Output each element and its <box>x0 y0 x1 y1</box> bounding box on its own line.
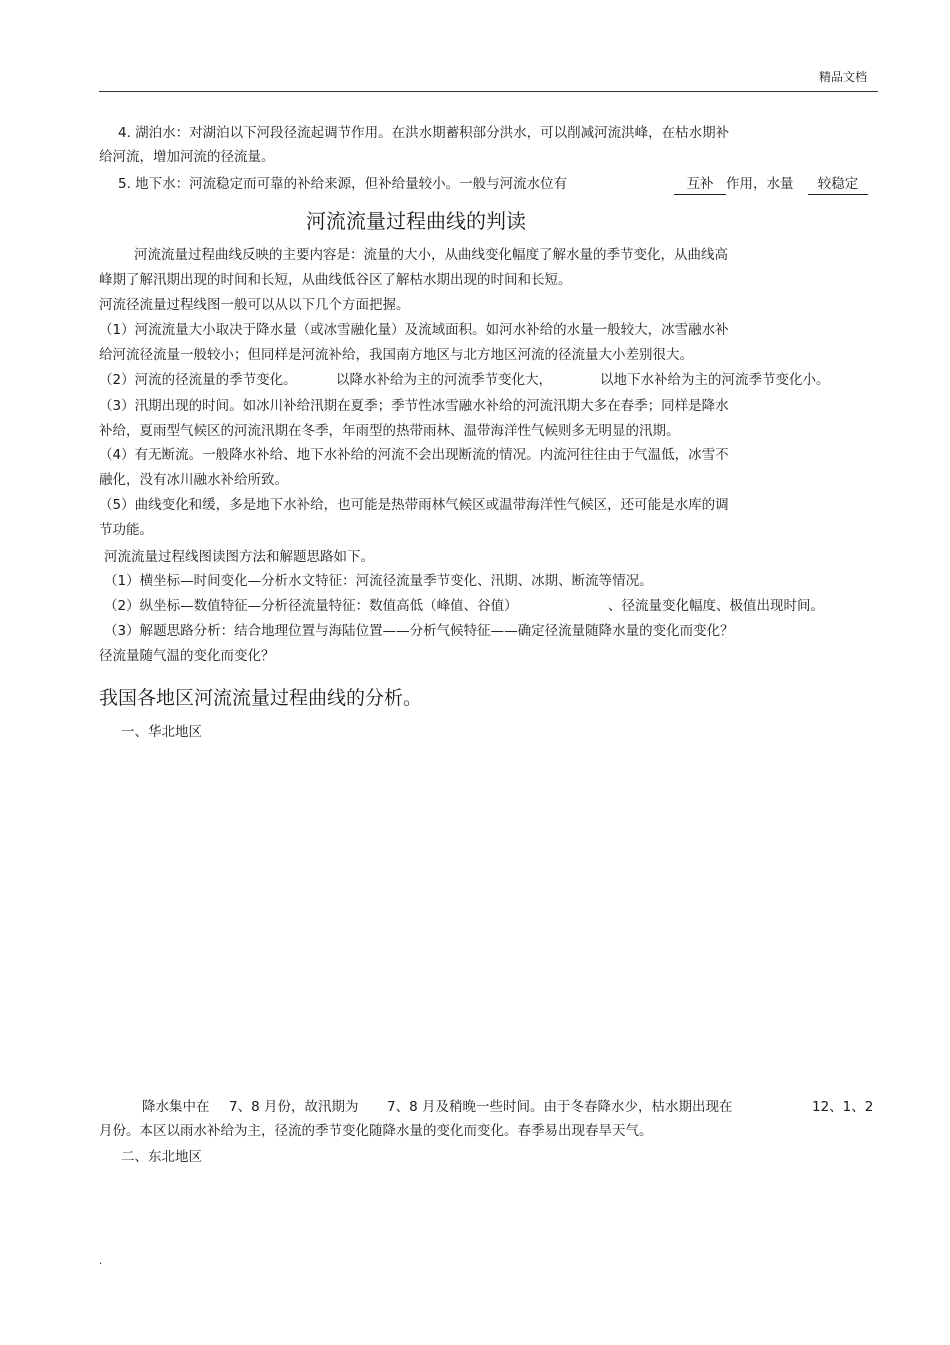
paragraph-line: （1）横坐标—时间变化—分析水文特征：河流径流量季节变化、汛期、冰期、断流等情况。 <box>104 573 653 589</box>
paragraph-line: 12、1、2 <box>812 1099 874 1115</box>
paragraph-line: 峰期了解汛期出现的时间和长短，从曲线低谷区了解枯水期出现的时间和长短。 <box>99 272 572 288</box>
paragraph-line: （5）曲线变化和缓，多是地下水补给，也可能是热带雨林气候区或温带海洋性气候区，还可能是水库的调 <box>99 497 729 513</box>
paragraph-line: 作用，水量 <box>726 176 794 192</box>
paragraph-line: （4）有无断流。一般降水补给、地下水补给的河流不会出现断流的情况。内流河往往由于气温低，冰雪不 <box>99 447 729 463</box>
section-heading: 我国各地区河流流量过程曲线的分析。 <box>99 687 423 709</box>
paragraph-line: 以降水补给为主的河流季节变化大， <box>336 372 552 388</box>
paragraph-line: （3）汛期出现的时间。如冰川补给汛期在夏季；季节性冰雪融水补给的河流汛期大多在春季；同样是降水 <box>99 398 729 414</box>
footer-dot: . <box>99 1256 103 1267</box>
paragraph-line: 河流流量过程曲线反映的主要内容是：流量的大小，从曲线变化幅度了解水量的季节变化，从曲线高 <box>134 247 728 263</box>
subsection-heading: 二、东北地区 <box>121 1149 202 1165</box>
paragraph-line: 7、8 月份，故汛期为 <box>229 1099 359 1115</box>
paragraph-line: 月份。本区以雨水补给为主，径流的季节变化随降水量的变化而变化。春季易出现春旱天气。 <box>99 1123 653 1139</box>
paragraph-line: （2）纵坐标—数值特征—分析径流量特征：数值高低（峰值、谷值） <box>104 598 518 614</box>
paragraph-line: 降水集中在 <box>142 1099 210 1115</box>
paragraph-line: 补给，夏雨型气候区的河流汛期在冬季，年雨型的热带雨林、温带海洋性气候则多无明显的汛期。 <box>99 423 680 439</box>
paragraph-line: （2）河流的径流量的季节变化。 <box>99 372 297 388</box>
paragraph-line: 给河流，增加河流的径流量。 <box>99 149 275 165</box>
paragraph-line: 4. 湖泊水：对湖泊以下河段径流起调节作用。在洪水期蓄积部分洪水，可以削减河流洪峰，在枯水期补 <box>118 125 730 141</box>
paragraph-line: 以地下水补给为主的河流季节变化小。 <box>600 372 830 388</box>
paragraph-line: 5. 地下水：河流稳定而可靠的补给来源，但补给量较小。一般与河流水位有 <box>118 176 568 192</box>
paragraph-line: 径流量随气温的变化而变化？ <box>99 648 275 664</box>
paragraph-line: （3）解题思路分析：结合地理位置与海陆位置——分析气候特征——确定径流量随降水量的变化而变化？ <box>104 623 734 639</box>
fill-blank-answer: 互补 <box>674 175 726 195</box>
paragraph-line: 融化，没有冰川融水补给所致。 <box>99 472 288 488</box>
paragraph-line: 节功能。 <box>99 522 153 538</box>
paragraph-line: （1）河流流量大小取决于降水量（或冰雪融化量）及流域面积。如河水补给的水量一般较大，冰雪融水补 <box>99 322 729 338</box>
paragraph-line: 给河流径流量一般较小；但同样是河流补给，我国南方地区与北方地区河流的径流量大小差别很大。 <box>99 347 693 363</box>
paragraph-line: 、径流量变化幅度、极值出现时间。 <box>608 598 824 614</box>
subsection-heading: 一、华北地区 <box>121 724 202 740</box>
header-label: 精品文档 <box>819 70 868 84</box>
paragraph-line: 7、8 月及稍晚一些时间。由于冬春降水少，枯水期出现在 <box>387 1099 733 1115</box>
section-title: 河流流量过程曲线的判读 <box>306 209 526 233</box>
paragraph-line: 河流径流量过程线图一般可以从以下几个方面把握。 <box>99 297 410 313</box>
fill-blank-answer: 较稳定 <box>808 175 868 195</box>
paragraph-line: 河流流量过程线图读图方法和解题思路如下。 <box>104 549 374 565</box>
header-rule <box>99 91 878 92</box>
